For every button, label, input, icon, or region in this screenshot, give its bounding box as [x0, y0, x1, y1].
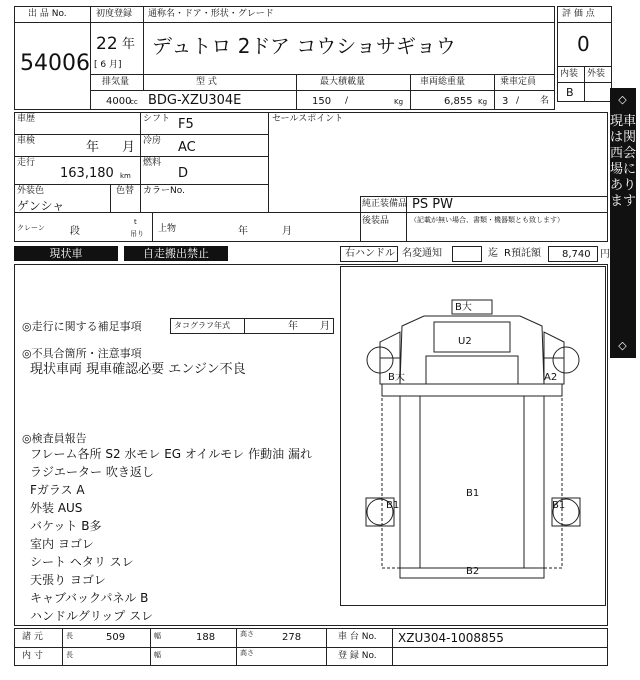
max-load-slash: / — [345, 96, 349, 106]
fuel-value: D — [178, 166, 189, 181]
name-label: 通称名・ドア・形状・グレード — [148, 9, 274, 19]
vehicle-name: デュトロ 2ドア コウショサギョウ — [152, 34, 456, 58]
upper-month-unit: 月 — [282, 226, 292, 237]
upper-label: 上物 — [158, 224, 177, 234]
height-value: 278 — [282, 632, 302, 643]
shift-label: シフト — [143, 114, 171, 124]
width-value: 188 — [196, 632, 216, 643]
displacement-value: 4000 — [106, 96, 132, 107]
name-change-box — [452, 246, 482, 262]
chassis-value: XZU304-1008855 — [398, 631, 504, 645]
upper-year-unit: 年 — [238, 226, 248, 237]
inspection-month-unit: 月 — [122, 140, 136, 155]
defects-title: ◎不具合箇所・注意事項 — [22, 347, 142, 360]
gross-weight-unit: Kg — [478, 98, 488, 106]
year-unit: 年 — [122, 37, 136, 52]
gross-weight-label: 車両総重量 — [420, 77, 466, 87]
height-label: 高さ — [240, 649, 254, 657]
venue-notice-text: 現車は関西会場にあります — [610, 114, 637, 209]
inspector-line: バケット B多 — [30, 519, 102, 533]
height-label: 高さ — [240, 630, 254, 638]
interior-grade-label: 内装 — [560, 69, 579, 79]
damage-mark: B1 — [466, 488, 480, 499]
inspector-line: シート ヘタリ スレ — [30, 555, 134, 569]
lot-label: 出 品 No. — [28, 9, 67, 19]
dims-label: 諸 元 — [22, 632, 43, 642]
cooling-value: AC — [178, 140, 196, 155]
inspector-line: 天張り ヨゴレ — [30, 573, 106, 587]
inspector-line: ラジエーター 吹き返し — [30, 465, 154, 479]
tachograph-year-unit: 年 — [288, 321, 298, 332]
damage-mark: B大 — [388, 372, 405, 383]
interior-dims-label: 内 寸 — [22, 651, 43, 661]
r-fee-value: 8,740 — [562, 249, 591, 260]
gross-weight-value: 6,855 — [444, 96, 473, 107]
rating-label: 評 価 点 — [562, 9, 595, 19]
mileage-unit: km — [120, 172, 131, 180]
right-hand-label: 右ハンドル — [345, 248, 395, 259]
aftermarket-note: （記載が無い場合、書類・機器類とも致します） — [410, 216, 564, 224]
first-reg-year: 22 — [96, 34, 118, 54]
history-label: 車歴 — [17, 114, 36, 124]
tachograph-label: タコグラフ年式 — [174, 321, 230, 330]
inspector-title: ◎検査員報告 — [22, 432, 87, 445]
equipment-label: 純正装備品 — [362, 199, 408, 209]
venue-notice-banner — [610, 88, 636, 358]
length-label: 長 — [66, 651, 73, 659]
model-value: BDG-XZU304E — [148, 93, 242, 108]
tachograph-month-unit: 月 — [320, 321, 330, 332]
crane-stage-unit: 段 — [70, 226, 80, 237]
diamond-icon: ◇ — [618, 339, 627, 352]
inspection-year-unit: 年 — [86, 140, 100, 155]
diamond-icon: ◇ — [618, 93, 627, 106]
sales-point-label: セールスポイント — [272, 114, 344, 124]
self-drive-prohibited-badge: 自走搬出禁止 — [124, 246, 228, 261]
inspector-line: 外装 AUS — [30, 501, 83, 515]
inspector-line: ハンドルグリップ スレ — [30, 609, 154, 623]
first-reg-month: [ 6 月] — [94, 60, 122, 70]
inspection-label: 車検 — [17, 136, 36, 146]
chassis-label: 車 台 No. — [338, 632, 377, 642]
interior-grade: B — [566, 86, 574, 99]
damage-mark: B大 — [455, 302, 472, 313]
crane-lift-label: 吊り — [130, 230, 144, 238]
color-value: ゲンシャ — [17, 199, 65, 213]
model-label: 型 式 — [196, 77, 217, 87]
equipment-value: PS PW — [412, 197, 453, 212]
aftermarket-label: 後装品 — [362, 216, 390, 226]
shift-value: F5 — [178, 117, 194, 132]
damage-mark: U2 — [458, 336, 472, 347]
width-label: 幅 — [154, 651, 161, 659]
damage-mark: B2 — [466, 566, 480, 577]
crane-label: クレーン — [17, 224, 45, 232]
defects-text: 現状車両 現車確認必要 エンジン不良 — [30, 362, 246, 377]
inspector-line: フレーム各所 S2 水モレ EG オイルモレ 作動油 漏れ — [30, 447, 312, 461]
registration-label: 登 録 No. — [338, 651, 377, 661]
r-fee-unit: 円 — [600, 249, 610, 260]
damage-mark: B1 — [552, 500, 566, 511]
mileage-label: 走行 — [17, 158, 36, 168]
r-fee-label: R預託額 — [504, 248, 541, 259]
current-car-badge: 現状車 — [14, 246, 118, 261]
first-reg-label: 初度登録 — [96, 9, 133, 19]
crane-ton-label: t — [134, 218, 137, 226]
rating-value: 0 — [577, 32, 590, 56]
damage-mark: A2 — [544, 372, 558, 383]
length-value: 509 — [106, 632, 126, 643]
displacement-unit: cc — [130, 98, 138, 106]
max-load-label: 最大積載量 — [320, 77, 366, 87]
color-code-label: 色替 — [116, 186, 135, 196]
capacity-slash: / — [516, 96, 520, 106]
max-load-unit: Kg — [394, 98, 404, 106]
lot-number: 54006 — [20, 51, 90, 76]
max-load-value: 150 — [312, 96, 332, 107]
inspector-line: Fガラス A — [30, 483, 85, 497]
capacity-unit: 名 — [540, 96, 550, 106]
registration-deadline-label: 迄 — [488, 248, 498, 259]
name-change-label: 名変通知 — [402, 248, 442, 259]
displacement-label: 排気量 — [102, 77, 130, 87]
length-label: 長 — [66, 632, 73, 640]
fuel-label: 燃料 — [143, 158, 162, 168]
damage-mark: B1 — [386, 500, 400, 511]
truck-diagram — [340, 266, 606, 606]
exterior-grade-label: 外装 — [587, 69, 606, 79]
color-no-label: カラーNo. — [143, 186, 185, 196]
mileage-value: 163,180 — [60, 166, 114, 181]
color-label: 外装色 — [17, 186, 45, 196]
capacity-label: 乗車定員 — [500, 77, 537, 87]
inspector-line: キャブバックパネル B — [30, 591, 149, 605]
width-label: 幅 — [154, 632, 161, 640]
cooling-label: 冷房 — [143, 136, 162, 146]
capacity-value: 3 — [502, 96, 509, 107]
inspector-line: 室内 ヨゴレ — [30, 537, 94, 551]
driving-title: ◎走行に関する補足事項 — [22, 320, 142, 333]
